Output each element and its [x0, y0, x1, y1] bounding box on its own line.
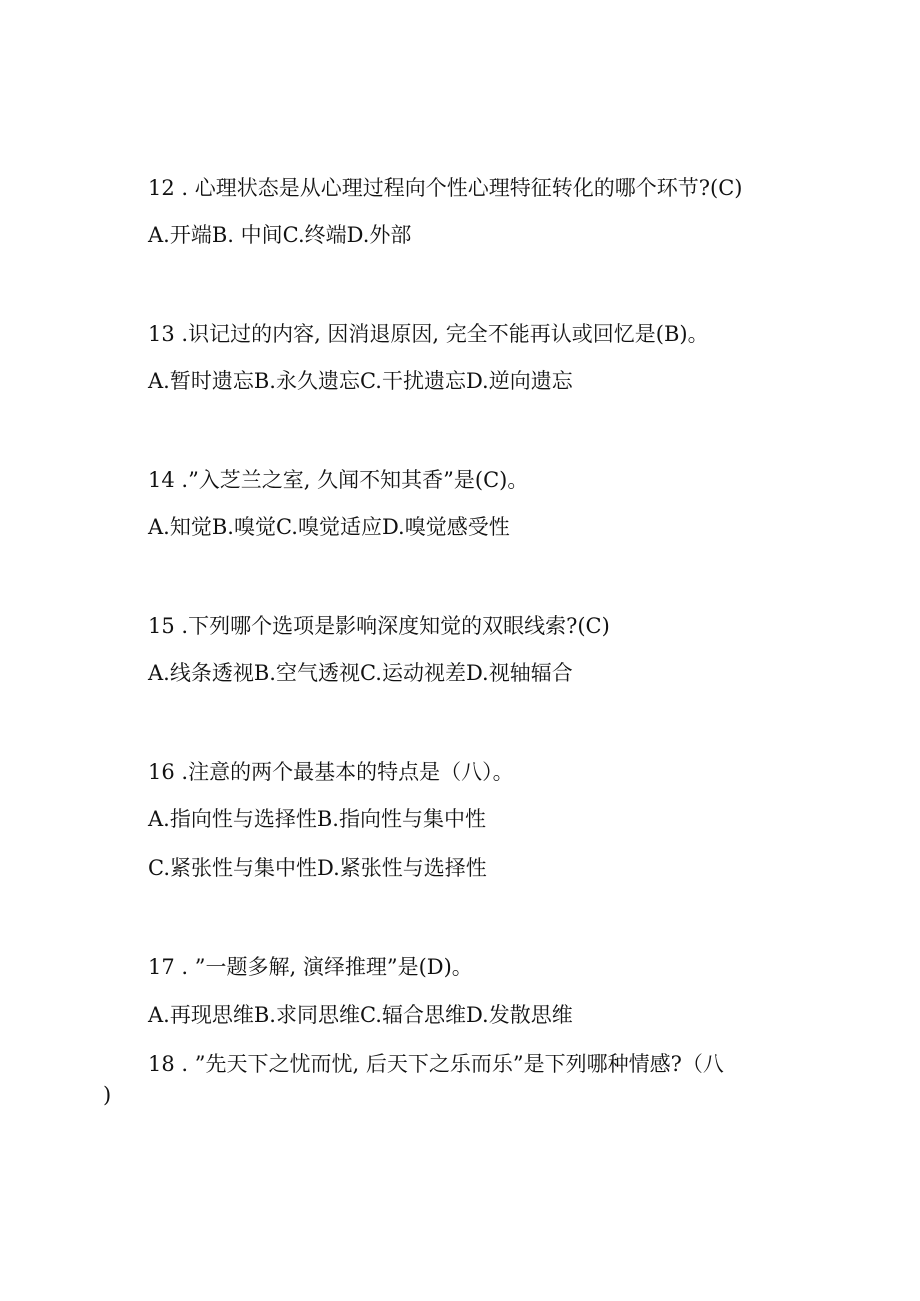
- question-13-stem: 13 .识记过的内容, 因消退原因, 完全不能再认或回忆是(B)。: [148, 322, 709, 346]
- question-14-stem: 14 .”入芝兰之室, 久闻不知其香”是(C)。: [148, 468, 529, 492]
- question-17-stem: 17 . ”一题多解, 演绎推理”是(D)。: [148, 955, 473, 979]
- question-16-stem: 16 .注意的两个最基本的特点是（八）。: [148, 760, 514, 784]
- question-16-options-line-2: C.紧张性与集中性D.紧张性与选择性: [148, 856, 487, 880]
- question-14-options: A.知觉B.嗅觉C.嗅觉适应D.嗅觉感受性: [148, 515, 510, 539]
- question-15-stem: 15 .下列哪个选项是影响深度知觉的双眼线索?(C): [148, 614, 610, 638]
- question-18-stem: 18 . ”先天下之忧而忧, 后天下之乐而乐”是下列哪种情感?（八: [148, 1052, 724, 1076]
- question-12-options: A.开端B. 中间C.终端D.外部: [148, 223, 412, 247]
- question-16-options-line-1: A.指向性与选择性B.指向性与集中性: [148, 807, 486, 831]
- question-13-options: A.暂时遗忘B.永久遗忘C.干扰遗忘D.逆向遗忘: [148, 369, 573, 393]
- question-18-stem-tail: ): [103, 1083, 112, 1107]
- question-15-options: A.线条透视B.空气透视C.运动视差D.视轴辐合: [148, 661, 573, 685]
- question-12-stem: 12 . 心理状态是从心理过程向个性心理特征转化的哪个环节?(C): [148, 176, 743, 200]
- question-17-options: A.再现思维B.求同思维C.辐合思维D.发散思维: [148, 1003, 573, 1027]
